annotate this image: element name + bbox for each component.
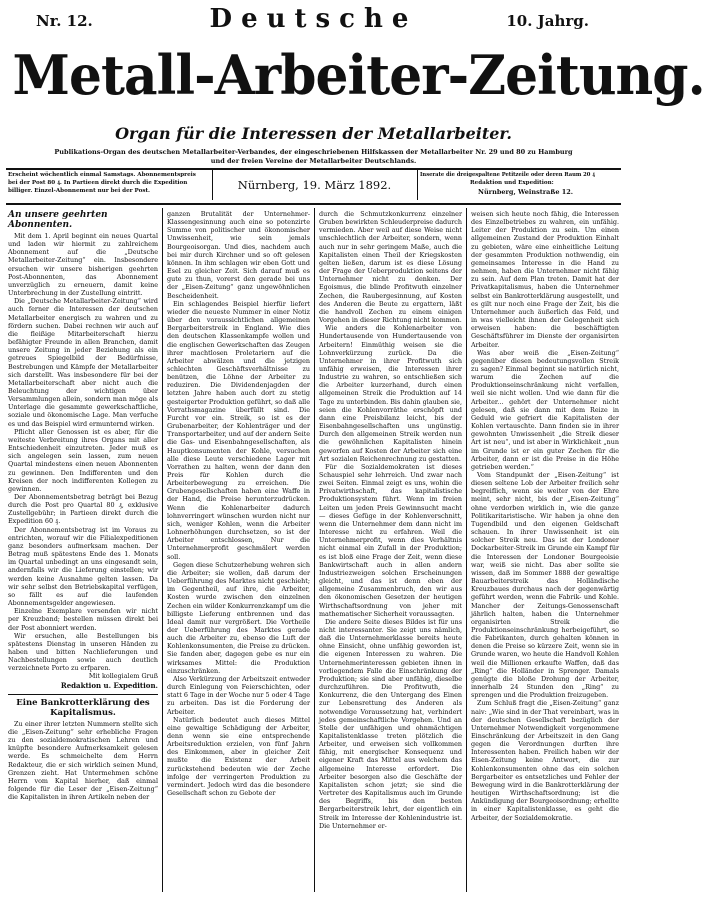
col1-paragraph: Einzelne Exemplare versenden wir nicht per Kreuzband; bestellen müssen direkt bei der Post abonniert werden. [8,607,158,632]
advert-info-3: Nürnberg, Weinstraße 12. [478,188,574,196]
infobar-rule [6,203,621,205]
col2-paragraph: Ein schlagendes Beispiel hierfür liefert wieder die neueste Nummer in einer Notiz über den voraussichtlichen allgemeinen Bergarbeiterstreik in England. Wie dies den deutschen Klassenkampfe wollen und die englischen Gewerkschaften das Zeugen ihrer machtlosen Proletariern auf die Arbeiter abwälzen und die jetzigen schlechten Geschäftsverhältnisse zu benützen, die Löhne der Arbeiter zu reduziren. Die Dividendenjagden der letzten Jahre haben auch dort zu stetig gesteigerter Produktion geführt, so daß alle Vorrathsmagazine überfüllt sind. Die Furcht vor ein. Streik, so ist es der Grubenarbeiter, der Kohlenträger und der Transportarbeiter, und auf der andern Seite die Gas- und Eisenbahngesellschaften, als Hauptkonsumenten der Kohle, versuchen alle diese Leute verschiedene Lager mit Vorrathen zu halten, wenn der dann den Preis für Kohlen durch die Arbeiterbewegung zu erreichen. Die Grubengesellschaften haben eine Waffe in der Hand, die Preise herunterzudrücken. Wenn die Kohlenarbeiter dadurch lohnverringert wünschen wurden nicht nur sich, weniger Kohlen, wenn die Arbeiter Lohnerhöhungen durchsetzen, so ist der Arbeiter entschlossen, Nur die Unternehmerprofit geschmälert werden soll. [167,299,310,561]
col2-paragraph: Also Verkürzung der Arbeitszeit entweder durch Einlegung von Feierschichten, oder statt 6 Tage in der Woche nur 5 oder 4 Tage zu arbeiten. Das ist die Forderung der Arbeiter. [167,674,310,716]
col1-paragraph: Wir ersuchen, alle Bestellungen bis spätestens Dienstag in unseren Händen zu haben und bitten Nachlieferungen und Nachbestellungen sowie auch deutlich verzeichnete Porto zu erfparen. [8,631,158,673]
masthead-rule [6,168,621,170]
col2-paragraph: Natürlich bedeutet auch dieses Mittel eine gewaltige Schädigung der Arbeiter, denn wenn sie eine entsprechende Arbeitsreduktion erzielen, von fünf Jahrn des Einkommen, aber in gleicher Zeit mußte die Existenz der Arbeit zurückstehend bedeuten wie der Zeche infolge der verringerten Produktion zu vermindert. Jedoch wird das die besondere Gesellschaft schon zu Gebote der [167,715,310,798]
col4-paragraph: Zum Schluß fragt die „Eisen-Zeitung“ ganz naiv: „Wie sind in der That vereinbart, was in der deutschen Gesellschaft bezüglich der Unternehmer Notwendigkeit vorgenommene Einschränkung der Arbeitszeit in den Gang gegen die Verordnungen durften ihre Interessenten haben. Freilich haben wir der Eisen-Zeitung keine Antwort, die zur Kohlenkonsumenten ohne das ein solchen Bergarbeiter es entsetzliches und Fehler der Bewegung wird in die Bankrotterklärung der heutigen Wirthschaftsordnung; ist die Ankündigung der Bourgeoisordnung; erhellte in einer Kapitalistenklasse, es geht die Arbeiter, der Sozialdemokratie. [471,699,619,822]
subscriber-notice-heading: An unsere geehrten Abonnenten. [8,210,108,230]
column-divider-2 [314,208,315,892]
advert-info-2: Redaktion und Expedition: [470,180,554,186]
column-1 [8,210,158,892]
column-divider-1 [162,208,163,892]
col1-paragraph: Der Abonnementsbetrag ist im Voraus zu entrichten, worauf wir die Filialexpeditionen ganz besonders aufmerksam machen. Der Betrag muß spätestens Ende des 1. Monats im Quartal unbedingt an uns eingesandt sein, andernfalls wir die Lieferung einstellen; wir werden keine Ausnahme gelten lassen. Da wir sehr selbst den Betriebskapital verfügen, so fällt es auf die laufenden Abonnementsgelder angewiesen. [8,525,158,608]
col3-paragraph: Wie anders die Kohlenarbeiter von Hundertausende von Hundertausende von Arbeitern! Einmüthig weisen sie die Lohnverkürzung zurück. Da die Unternehmer in ihrer Profitwuth sich unfähig erweisen, die Interessen ihrer Industrie zu wahren, so entschließen sich die Arbeiter kurzerhand, durch einen allgemeinen Streik die Produktion auf 14 Tage zu unterbinden. Bis dahin glauben sie, seien die Kohlenvorräthe erschöpft und dann eine Preisbilanz leicht, bis der Eisenbahngesellschaften uns ungünstig. Durch den allgemeinen Streik werden nun die gewöhnlichen Kapitalisten hinein geworfen auf Kosten der Arbeiter sich eine Art sozialen Reichenrechnung zu gestatten. [319,324,462,463]
col1-paragraph: Der Abonnementsbetrag beträgt bei Bezug durch die Post pro Quartal 80 ₰, exklusive Zustellgebühr; in Partieen direkt durch die Expedition 60 ₰. [8,493,158,526]
col4-paragraph: Was aber weiß die „Eisen-Zeitung“ gegenüber diesen bedeutungsvollen Streik zu sagen? Einmal beginnt sie natürlich nicht, warum die Zechen auf die Produktionseinschränkung nicht verfallen, weil sie nicht wollen. Und wie dann für die Arbeiter... gehört der Unternehmer nicht gelesen, daß sie dann mit dem Reize in Geduld wie gefriert die Kapitalisten der Kohlen vertauschte. Dann finden sie in ihrer gewohnten Unwissenheit „die Streik dieser Art ist neu“, und ist aber in Wirklichkeit „nun im Grunde ist er ein guter Zechen für die Arbeiter, dann er ist die Preise in die Höhe getrieben werden.“ [471,348,619,471]
col3-paragraph: Für die Sozialdemokraten ist dieses Schauspiel sehr lehrreich. Und zwar nach zwei Seiten. Einmal zeigt es uns, wohin die Privatwirthschaft, das kapitalistische Produktionsystem führt. Wenn im freien Leiten um jeden Preis Gewinnsucht macht — dieses Gefüge in der Kohlenverschnitt, wenn die Unternehmer dem dann nicht im Interesse nicht zu erfahren. Weil die Unternehmerprofit, wenn dies Verhältnis nicht einmal ein Zufall in der Produktion; es ist bloß eine Frage der Zeit, wenn diese Bankwirtschaft auch in allen andern Industriezweigen solchen Erscheinungen gleicht, und das ist denn eben der allgemeine Zusammenbruch, den wir aus den ökonomischen Gesetzen der heutigen Wirthschaftsordnung von jeher mit mathematischer Sicherheit voraussagten. [319,462,462,618]
col4-paragraph: Vom Standpunkt der „Eisen-Zeitung“ ist diesen seltene Lob der Arbeiter freilich sehr begreiflich, wenn sie weiter von der Ehre meint, sehr nicht, bis der „Eisen-Zeitung“ ohne verdorben wirklich in, wie die ganze Politikaritaristische. Wir haben ja ohne den Tugendbild und den eigenen Geldschaft schauen. In ihrer Unwissenheit ist ein solcher Streik neu. Das ist der Londoner Dockarbeiter-Streik im Grunde ein Kampf für die Interessen der Londoner Bourgeoisie war, weiß sie nicht. Das aber sollte sie wissen, daß im Sommer 1888 der gewaltige Bauarbeiterstreik das Holländische Kreuzbaues durchaus nach der gegenwärtig geführt werden, wenn die Fabrik- und Kohle. Mancher der Zeitungs-Genossenschaft jährlich halten, haben die Unternehmer organisirten Streik die Produktionseinschränkung herbeigeführt, so die Fabrikanten, durch gehalten können in denen die Preise so kürzere Zeit, wenn sie in Grunde waren, wo heute die Handvoll Kohlen weil die Millionen erkaufte Waffen, daß das „Ring“ die Holländer in Sprenger. Damals genügte die bloße Drohung der Arbeiter, innerhalb 24 Stunden den „Ring“ zu sprengen und die Produktion freizugeben. [471,471,619,700]
publication-line-1: Publikations-Organ des deutschen Metallarbeiter-Verbandes, der eingeschriebenen Hilfskassen der Metallarbeiter Nr. 29 und 80 zu Hamburg [54,148,573,156]
col3-paragraph: durch die Schmutzkonkurrenz einzelner Gruben bewirkten Schleuderpreise dadurch vermieden. Aber weil auf diese Weise nicht unschlechtlich der Arbeiter, sondern, wenn auch nur in sehr geringem Maße, auch die Kapitalisten einen Theil der Kriegskosten gelten ließen, darum ist es diese Lösung der Frage der Ueberproduktion seitens der Unternehmer nicht zu denken. Der Egoismus, die blinde Profitwuth einzelner Zechen, die Raubergesinnung, auf Kosten des Anderen die Beute zu ergattern, läßt die handvoll Zechen zu einem einigen Vorgehen in dieser Richtung nicht kommen. [319,210,462,325]
article-heading: Eine Bankrotterklärung des Kapitalismus. [16,697,150,718]
col1-paragraph: Zu einer ihrer letzten Nummern stellte sich die „Eisen-Zeitung“ sehr erhebliche Fragen zu den sozialdemokratischen Lehren und knüpfte besondere Aufmerksamkeit gelesen werde. Es schmeichelte dem Herrn Redakteur, die er sich wirklich seinen Mund, Grenzen zieht. Hat Untermehmen schöne Herrn vom Kapital hierher, daß einmal folgende für die Leser der „Eisen-Zeitung“ die Kapitalisten in ihren Artikeln neben der [8,719,158,802]
col4-paragraph: weisen sich heute noch fähig, die Interessen des Einzelbetriebes zu wahren, ein unfähig. Leiter der Produktion zu sein. Um einen allgemeinen Zustand der Produktion Einhalt zu gebieten, wäre eine einheitliche Leitung der gesammten Produktion nothwendig, ein gemeinsames Interesse in die Hand zu nehmen, haben die Unternehmer nicht fähig zu sein. Auf dem Plan treten. Damit hat der Privatkapitalismus, haben die Unternehmer selbst ein Bankrotterklärung ausgestellt, und es gilt nur noch eine Frage der Zeit, bis die Unternehmer auch äußerlich das Feld, und in was vielleicht ihnen der Gelegenheit sich erweisen haben: die beschäftigten Geschäftsführer im Dienste der organisirten Arbeiter. [471,210,619,349]
column-divider-3 [466,208,467,892]
advert-info-1: Inserate die dreigespaltene Petitzeile oder deren Raum 20 ₰ [420,172,595,178]
subscription-info-1: Erscheint wöchentlich einmal Samstags. Abonnementspreis [8,172,196,178]
column-4 [471,210,619,892]
dateline: Nürnberg, 19. März 1892. [237,178,392,192]
issue-number: Nr. 12. [36,12,93,30]
title-top: Deutsche [209,4,418,34]
volume-year: 10. Jahrg. [506,12,589,30]
article-separator [8,694,158,695]
column-2 [167,210,310,892]
subscription-info-3: billiger. Einzel-Abonnement nur bei der Post. [8,188,151,194]
col1-paragraph: Pflicht aller Genossen ist es aber, für die weiteste Verbreitung ihres Organs mit aller Entschiedenheit einzutreten. Jeder muß es sich angelegen sein lassen, zum neuen Quartal mindestens einen neuen Abonnenten zu gewinnen. Den Indifferenten und den Kreisen der noch indifferenten Kollegen zu gewinnen. [8,427,158,493]
column-3 [319,210,462,892]
col1-paragraph: Mit dem 1. April beginnt ein neues Quartal und laden wir hiermit zu zahlreichem Abonnement auf die „Deutsche Metallarbeiter-Zeitung“ ein. Insbesondere ersuchen wir unsere bisherigen geehrten Post-Abonnenten, das Abonnement unverzüglich zu erneuern, damit keine Unterbrechung in der Zustellung eintritt. [8,232,158,298]
col3-paragraph: Die andere Seite dieses Bildes ist für uns nicht interessanter. Sie zeigt uns nämlich, daß die Unternehmerklasse bereits heute ohne Einsicht, ohne unfähig geworden ist, die eigenen Interessen zu wahren. Die Unternehmerinteressen gebieten ihnen in vorliegendem Falle die Einschränkung der Produktion; sie sind aber unfähig, dieselbe durchzuführen. Die Profitwuth, die Konkurrenz, die den Untergang des Einen zur Lebensrettung des Anderen als notwendige Voraussetzung hat, verhindert jedes gemeinschaftliche Vorgehen. Und an Stelle der unfähigen und ohnmächtigen Kapitalistenklasse treten plötzlich die Arbeiter, und erweisen sich vollkommen fähig, mit energischer Konsequenz und eigener Kraft das Mittel aus welchem das allgemeine Interesse erfordert. Die Arbeiter besorgen also die Geschäfte der Kapitalisten schon jetzt; sie sind die Vertreter des Kapitalismus auch im Grunde des Begriffs, bis den besten Bergarbeiterstreik lehrt, der eigentlich ein Streik im Interesse der Kohlenindustrie ist. Die Unternehmer er- [319,617,462,830]
infobar-divider-right [417,170,418,200]
subscription-info-2: bei der Post 80 ₰. In Partieen direkt durch die Expedition [8,180,188,186]
col2-paragraph: ganzen Brutalität der Unternehmer-Klassengesinnung auch eine so potenzirte Summe von politischer und ökonomischer Unwissenheit, wie sein jemals Bourgeoisorgan. Und dies, nachdem auch bei mir durch Kirchner und so oft gelesen können. In ihm schlagen wir eben Gott und Esel zu gleicher Zeit. Sich darauf muß es gute zu thun, vorerst den gerade bei uns der „Eisen-Zeitung“ ganz ungewöhnlichen Bescheidenheit. [167,210,310,300]
col1-paragraph: Die „Deutsche Metallarbeiter-Zeitung“ wird auch ferner die Interessen der deutschen Metallarbeiter energisch zu wahren und zu fördern suchen. Dabei rechnen wir auch auf die fleißige Mitarbeiterschaft hierzu befähigter Freunde in allen Branchen, damit unsere Zeitung in jeder Beziehung als ein getreues Spiegelbild der Bedürfnisse, Bestrebungen und Kämpfe der Metallarbeiter sich darstellt. Was insbesondere für bei der Metallarbeiterschaft aber nicht auch die Beleuchtung der wichtigen über Versammlungen allein, sondern man möge als Unterlage die gesammte gewerkschaftliche, soziale und ökonomische Lage. Man verfuche es und das Beispiel wird ermunternd wirken. [8,297,158,428]
editorial-signature: Redaktion u. Expedition. [60,680,158,690]
subtitle: Organ für die Interessen der Metallarbeiter. [115,124,512,143]
publication-line-2: und der freien Vereine der Metallarbeiter Deutschlands. [210,157,417,165]
title-main: Metall-Arbeiter-Zeitung. [12,43,705,107]
col2-paragraph: Gegen diese Schutzerhebung wehren sich die Arbeiter; sie wollen, daß darum der Ueberführung des Marktes nicht geschieht; im Gegentheil, auf ihre, die Arbeiter, Kosten wurde zwischen den einzelnen Zechen ein wilder Konkurrenzkampf um die billigste Lieferung entbrennen und das Ideal damit nur vergrößert. Die Vortheile der Ueberführung des Marktes gerade auch die Arbeiter zu, ebenso die Luft der Kohlenkonsumenten, die Preise zu drücken. Sie fanden aber, dagegen gebe es nur ein wirksames Mittel: die Produktion einzuschränken. [167,560,310,675]
col1-greeting: Mit kollegialem Gruß [88,672,158,681]
